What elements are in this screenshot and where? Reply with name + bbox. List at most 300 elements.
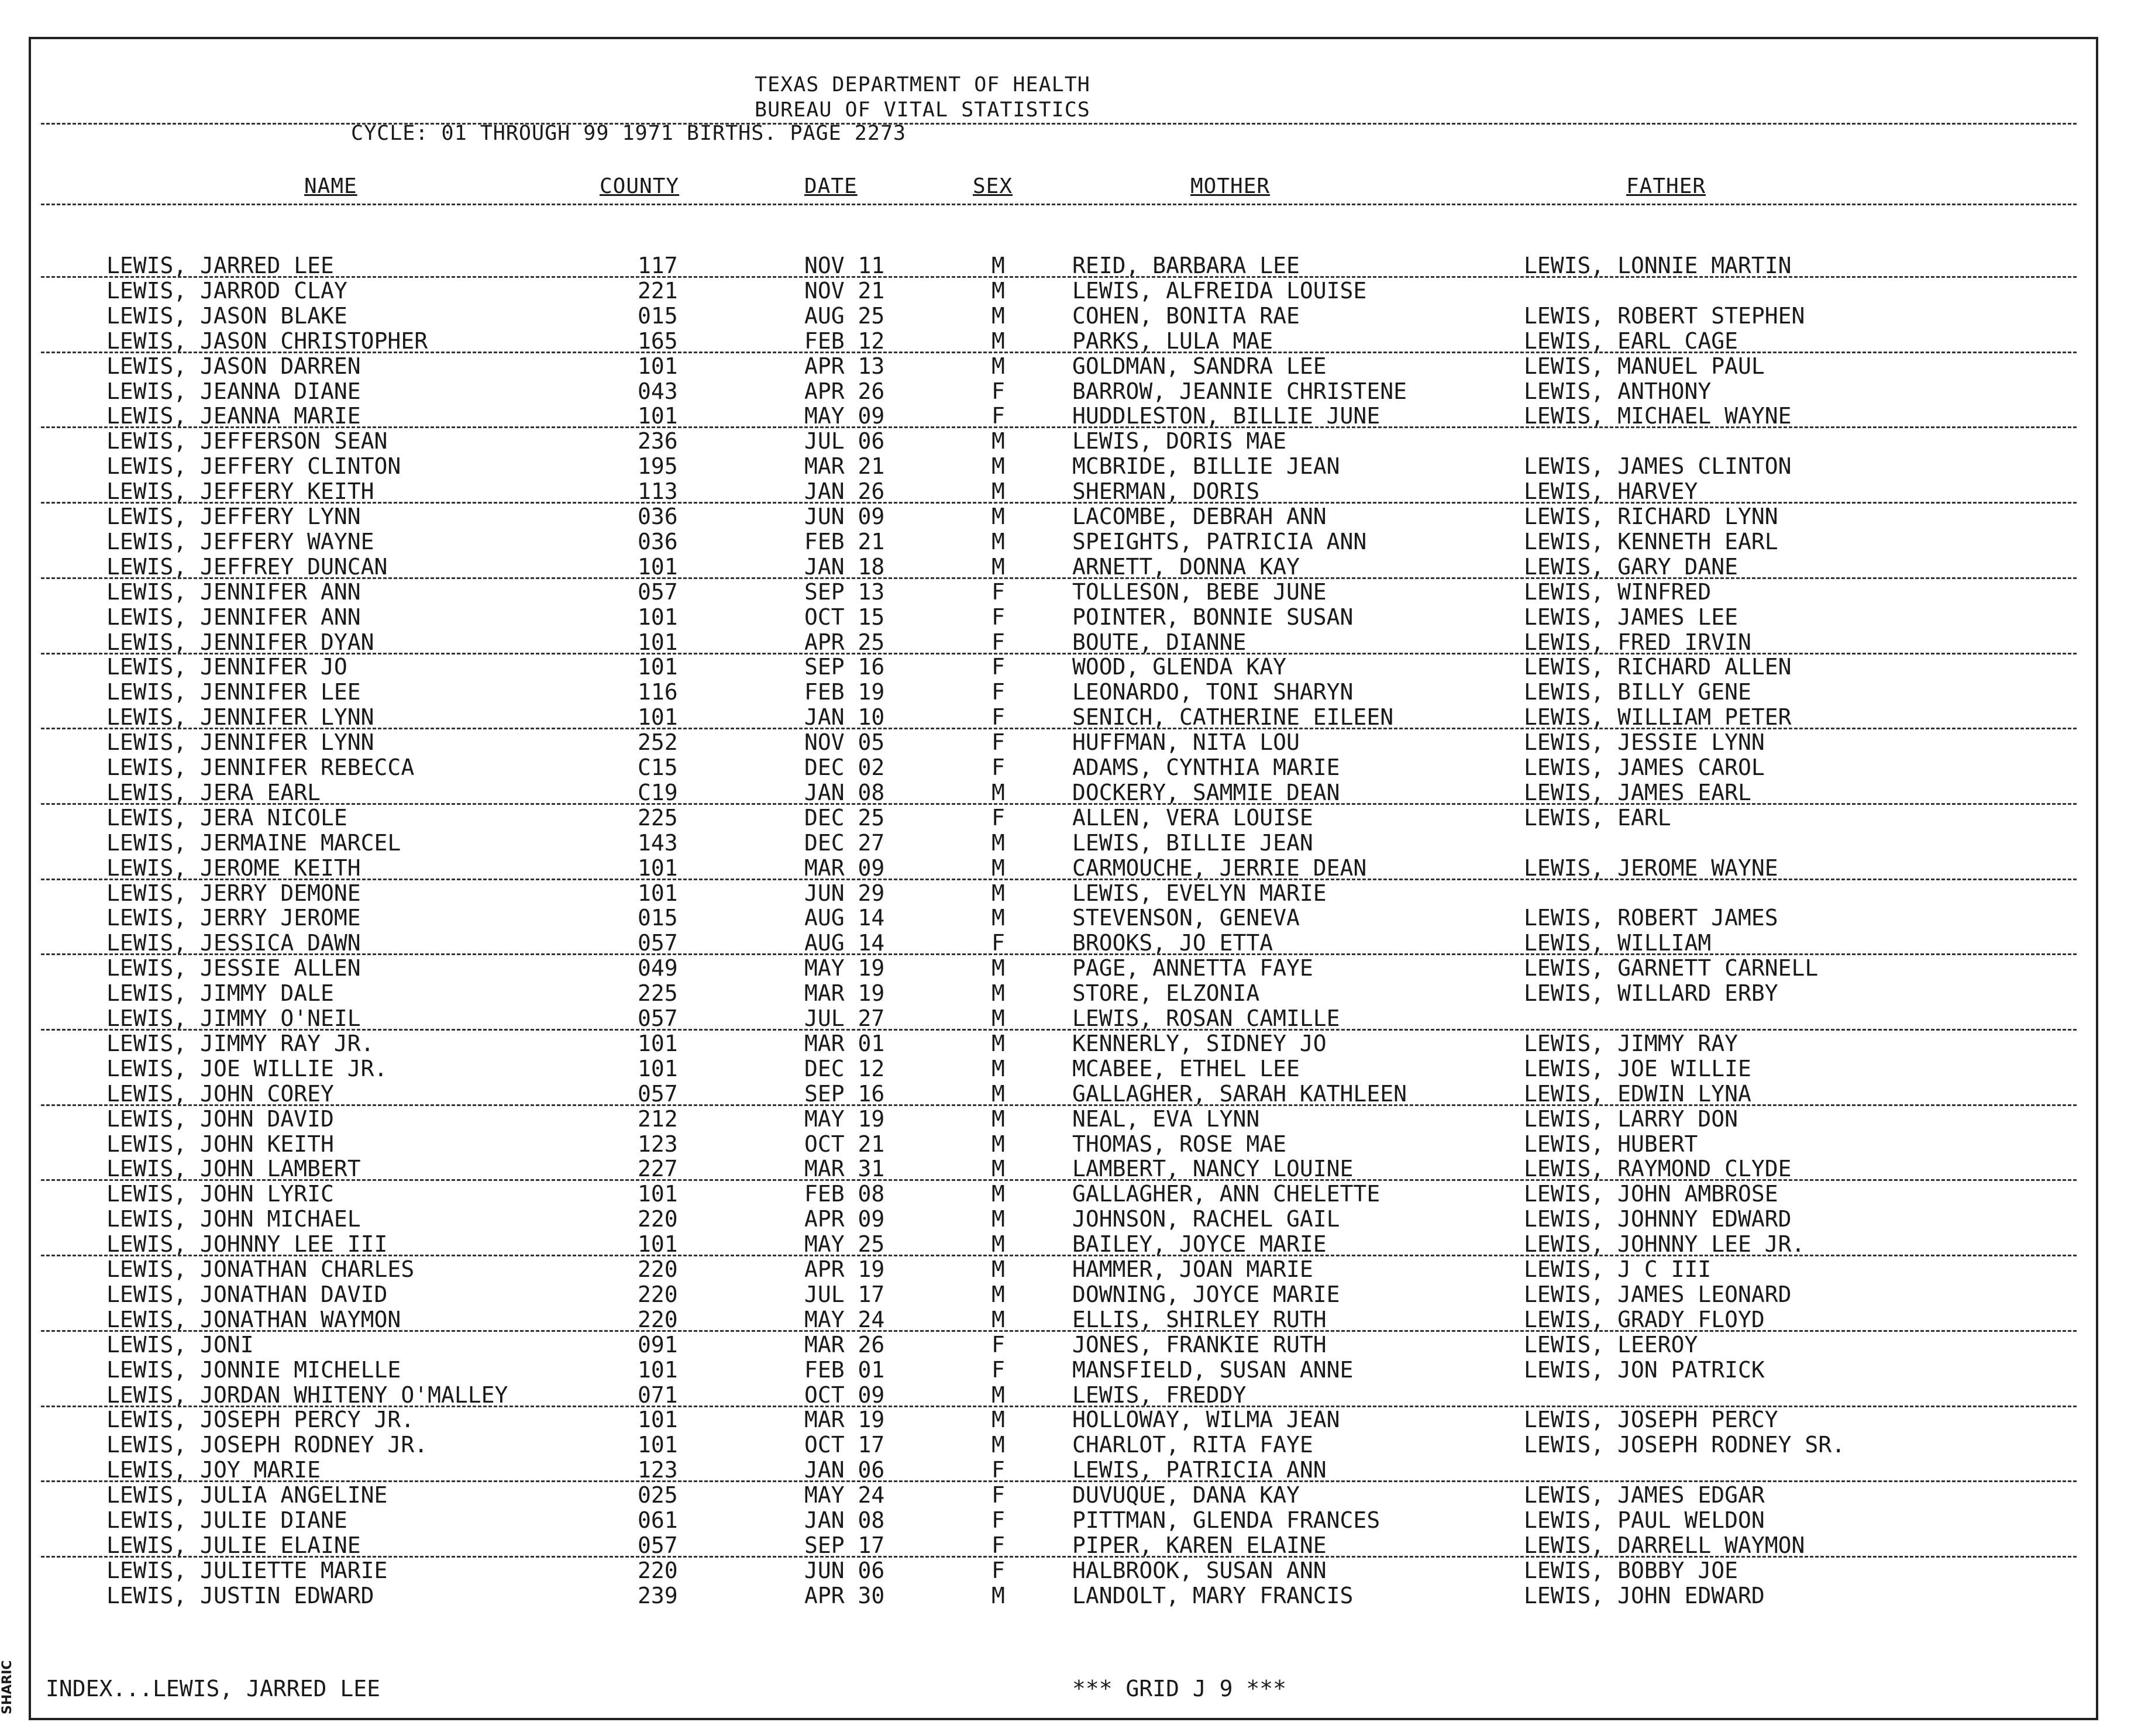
cell-sex: F xyxy=(992,1557,1005,1583)
column-header-rule xyxy=(41,204,2077,205)
cell-date: AUG 25 xyxy=(804,302,885,329)
cell-name: LEWIS, JENNIFER ANN xyxy=(106,604,361,630)
cell-county: 123 xyxy=(638,1457,678,1483)
cell-mother: KENNERLY, SIDNEY JO xyxy=(1072,1030,1327,1056)
cell-date: AUG 14 xyxy=(804,905,885,931)
cell-mother: GOLDMAN, SANDRA LEE xyxy=(1072,353,1327,379)
cell-father: LEWIS, FRED IRVIN xyxy=(1524,629,1751,655)
cell-father: LEWIS, JOSEPH PERCY xyxy=(1524,1407,1778,1433)
cell-father: LEWIS, JOHN AMBROSE xyxy=(1524,1181,1778,1207)
cell-mother: BAILEY, JOYCE MARIE xyxy=(1072,1231,1327,1258)
cell-mother: GALLAGHER, SARAH KATHLEEN xyxy=(1072,1080,1407,1107)
cell-county: 025 xyxy=(638,1482,678,1508)
cell-county: 101 xyxy=(638,1030,678,1056)
cell-sex: M xyxy=(992,553,1005,580)
cell-father: LEWIS, JAMES CLINTON xyxy=(1524,453,1792,480)
cell-father: LEWIS, MICHAEL WAYNE xyxy=(1524,403,1792,429)
cell-county: 101 xyxy=(638,1181,678,1207)
cell-father: LEWIS, JAMES EARL xyxy=(1524,779,1751,805)
cell-father: LEWIS, EDWIN LYNA xyxy=(1524,1080,1751,1107)
cell-name: LEWIS, JEFFERSON SEAN xyxy=(106,428,388,454)
cell-name: LEWIS, JEFFERY CLINTON xyxy=(106,453,401,480)
cell-name: LEWIS, JOHN MICHAEL xyxy=(106,1206,361,1232)
cell-name: LEWIS, JASON CHRISTOPHER xyxy=(106,328,428,354)
cell-mother: LEWIS, EVELYN MARIE xyxy=(1072,880,1327,906)
cell-date: MAR 19 xyxy=(804,980,885,1007)
cell-sex: M xyxy=(992,1030,1005,1056)
cell-county: C15 xyxy=(638,755,678,780)
cell-sex: F xyxy=(992,378,1005,404)
cell-mother: SENICH, CATHERINE EILEEN xyxy=(1072,704,1394,731)
cell-mother: GALLAGHER, ANN CHELETTE xyxy=(1072,1181,1380,1207)
cell-county: 143 xyxy=(638,829,678,856)
cell-mother: MCABEE, ETHEL LEE xyxy=(1072,1055,1300,1081)
cell-county: 165 xyxy=(638,328,678,354)
cell-sex: F xyxy=(992,1482,1005,1508)
column-header-name: NAME xyxy=(304,174,357,198)
cell-county: 252 xyxy=(638,729,678,756)
cell-sex: F xyxy=(992,679,1005,705)
cell-sex: M xyxy=(992,253,1005,278)
cell-sex: F xyxy=(992,804,1005,831)
cell-name: LEWIS, JERRY JEROME xyxy=(106,905,361,931)
header-line-1: TEXAS DEPARTMENT OF HEALTH xyxy=(755,73,1090,97)
cell-county: 101 xyxy=(638,1356,678,1383)
cell-name: LEWIS, JERRY DEMONE xyxy=(106,880,361,906)
cell-name: LEWIS, JARRED LEE xyxy=(106,253,334,278)
cell-father: LEWIS, HUBERT xyxy=(1524,1131,1698,1157)
cell-sex: M xyxy=(992,1080,1005,1107)
cell-county: 057 xyxy=(638,578,678,605)
cell-mother: LAMBERT, NANCY LOUINE xyxy=(1072,1156,1354,1182)
header-line-3: CYCLE: 01 THROUGH 99 1971 BIRTHS. PAGE 2273 xyxy=(351,122,907,145)
cell-county: 220 xyxy=(638,1206,678,1232)
cell-name: LEWIS, JOSEPH PERCY JR. xyxy=(106,1407,415,1433)
cell-date: JAN 08 xyxy=(804,1507,885,1533)
footer-index: INDEX...LEWIS, JARRED LEE xyxy=(46,1676,380,1701)
cell-father: LEWIS, ROBERT STEPHEN xyxy=(1524,302,1805,329)
cell-name: LEWIS, JEFFERY WAYNE xyxy=(106,528,374,554)
cell-sex: M xyxy=(992,277,1005,304)
cell-name: LEWIS, JOHN KEITH xyxy=(106,1131,334,1157)
cell-sex: M xyxy=(992,504,1005,529)
cell-father: LEWIS, GARNETT CARNELL xyxy=(1524,955,1819,981)
cell-sex: M xyxy=(992,1206,1005,1232)
cell-mother: WOOD, GLENDA KAY xyxy=(1072,654,1287,680)
cell-father: LEWIS, JOHN EDWARD xyxy=(1524,1582,1765,1608)
cell-county: 101 xyxy=(638,629,678,655)
cell-county: C19 xyxy=(638,779,678,805)
cell-father: LEWIS, BILLY GENE xyxy=(1524,679,1751,705)
cell-mother: COHEN, BONITA RAE xyxy=(1072,302,1300,329)
cell-county: 101 xyxy=(638,353,678,379)
cell-mother: LEWIS, DORIS MAE xyxy=(1072,428,1287,454)
cell-father: LEWIS, KENNETH EARL xyxy=(1524,528,1778,554)
cell-county: 101 xyxy=(638,1055,678,1081)
cell-date: FEB 08 xyxy=(804,1181,885,1207)
cell-father: LEWIS, LONNIE MARTIN xyxy=(1524,253,1792,278)
cell-sex: F xyxy=(992,930,1005,956)
cell-date: MAR 01 xyxy=(804,1030,885,1056)
cell-county: 225 xyxy=(638,980,678,1007)
cell-mother: MCBRIDE, BILLIE JEAN xyxy=(1072,453,1340,480)
cell-name: LEWIS, JORDAN WHITENY O'MALLEY xyxy=(106,1382,508,1408)
cell-name: LEWIS, JESSIE ALLEN xyxy=(106,955,361,981)
cell-county: 101 xyxy=(638,1231,678,1258)
cell-mother: SHERMAN, DORIS xyxy=(1072,478,1260,505)
cell-sex: M xyxy=(992,1156,1005,1182)
cell-county: 057 xyxy=(638,1080,678,1107)
cell-sex: F xyxy=(992,729,1005,756)
cell-name: LEWIS, JEFFERY KEITH xyxy=(106,478,374,505)
cell-father: LEWIS, RAYMOND CLYDE xyxy=(1524,1156,1792,1182)
cell-sex: F xyxy=(992,704,1005,731)
cell-date: JUN 29 xyxy=(804,880,885,906)
cell-name: LEWIS, JENNIFER ANN xyxy=(106,578,361,605)
cell-name: LEWIS, JOHN DAVID xyxy=(106,1105,334,1132)
cell-date: MAY 25 xyxy=(804,1231,885,1258)
cell-name: LEWIS, JULIE DIANE xyxy=(106,1507,347,1533)
cell-county: 043 xyxy=(638,378,678,404)
cell-date: JUL 17 xyxy=(804,1281,885,1307)
cell-date: OCT 21 xyxy=(804,1131,885,1157)
cell-date: APR 19 xyxy=(804,1256,885,1282)
cell-father: LEWIS, LARRY DON xyxy=(1524,1105,1738,1132)
cell-father: LEWIS, JAMES EDGAR xyxy=(1524,1482,1765,1508)
cell-father: LEWIS, EARL CAGE xyxy=(1524,328,1738,354)
cell-county: 036 xyxy=(638,504,678,529)
cell-sex: F xyxy=(992,1457,1005,1483)
cell-county: 212 xyxy=(638,1105,678,1132)
cell-date: DEC 25 xyxy=(804,804,885,831)
cell-sex: M xyxy=(992,1005,1005,1031)
cell-name: LEWIS, JASON BLAKE xyxy=(106,302,347,329)
cell-name: LEWIS, JENNIFER LYNN xyxy=(106,704,374,731)
cell-name: LEWIS, JONATHAN CHARLES xyxy=(106,1256,415,1282)
cell-sex: M xyxy=(992,1306,1005,1332)
cell-name: LEWIS, JIMMY RAY JR. xyxy=(106,1030,374,1056)
cell-county: 220 xyxy=(638,1306,678,1332)
cell-name: LEWIS, JONNIE MICHELLE xyxy=(106,1356,401,1383)
cell-mother: HUFFMAN, NITA LOU xyxy=(1072,729,1300,756)
cell-name: LEWIS, JESSICA DAWN xyxy=(106,930,361,956)
cell-name: LEWIS, JEROME KEITH xyxy=(106,855,361,881)
cell-date: MAY 09 xyxy=(804,403,885,429)
header-line-2: BUREAU OF VITAL STATISTICS xyxy=(755,98,1090,122)
cell-sex: M xyxy=(992,453,1005,480)
cell-name: LEWIS, JOSEPH RODNEY JR. xyxy=(106,1432,428,1458)
cell-date: OCT 15 xyxy=(804,604,885,630)
cell-sex: M xyxy=(992,528,1005,554)
cell-mother: STORE, ELZONIA xyxy=(1072,980,1260,1007)
cell-county: 015 xyxy=(638,302,678,329)
cell-date: MAR 31 xyxy=(804,1156,885,1182)
cell-sex: M xyxy=(992,1582,1005,1608)
cell-date: SEP 16 xyxy=(804,1080,885,1107)
cell-father: LEWIS, JOHNNY LEE JR. xyxy=(1524,1231,1805,1258)
cell-date: SEP 17 xyxy=(804,1532,885,1558)
cell-date: DEC 02 xyxy=(804,755,885,780)
cell-date: JAN 06 xyxy=(804,1457,885,1483)
cell-date: NOV 21 xyxy=(804,277,885,304)
cell-county: 071 xyxy=(638,1382,678,1408)
cell-mother: DUVUQUE, DANA KAY xyxy=(1072,1482,1300,1508)
cell-mother: BROOKS, JO ETTA xyxy=(1072,930,1273,956)
cell-county: 101 xyxy=(638,654,678,680)
cell-sex: F xyxy=(992,755,1005,780)
cell-sex: M xyxy=(992,1231,1005,1258)
cell-name: LEWIS, JENNIFER DYAN xyxy=(106,629,374,655)
cell-name: LEWIS, JOHN LYRIC xyxy=(106,1181,334,1207)
cell-name: LEWIS, JEANNA DIANE xyxy=(106,378,361,404)
cell-date: MAR 21 xyxy=(804,453,885,480)
cell-name: LEWIS, JOHN LAMBERT xyxy=(106,1156,361,1182)
cell-county: 101 xyxy=(638,553,678,580)
cell-father: LEWIS, GRADY FLOYD xyxy=(1524,1306,1765,1332)
cell-mother: LANDOLT, MARY FRANCIS xyxy=(1072,1582,1354,1608)
cell-name: LEWIS, JERMAINE MARCEL xyxy=(106,829,401,856)
cell-sex: M xyxy=(992,779,1005,805)
cell-name: LEWIS, JONI xyxy=(106,1331,254,1358)
cell-date: DEC 27 xyxy=(804,829,885,856)
column-header-date: DATE xyxy=(804,174,858,198)
cell-mother: ALLEN, VERA LOUISE xyxy=(1072,804,1313,831)
cell-name: LEWIS, JIMMY DALE xyxy=(106,980,334,1007)
cell-name: LEWIS, JUSTIN EDWARD xyxy=(106,1582,374,1608)
cell-name: LEWIS, JOE WILLIE JR. xyxy=(106,1055,388,1081)
cell-date: APR 09 xyxy=(804,1206,885,1232)
cell-father: LEWIS, J C III xyxy=(1524,1256,1712,1282)
cell-mother: HUDDLESTON, BILLIE JUNE xyxy=(1072,403,1380,429)
cell-sex: M xyxy=(992,1281,1005,1307)
cell-mother: BOUTE, DIANNE xyxy=(1072,629,1247,655)
cell-date: NOV 05 xyxy=(804,729,885,756)
cell-mother: ELLIS, SHIRLEY RUTH xyxy=(1072,1306,1327,1332)
cell-date: JAN 10 xyxy=(804,704,885,731)
cell-name: LEWIS, JULIETTE MARIE xyxy=(106,1557,388,1583)
column-header-mother: MOTHER xyxy=(1190,174,1271,198)
header-rule xyxy=(41,123,2077,125)
cell-date: MAR 19 xyxy=(804,1407,885,1433)
cell-date: FEB 12 xyxy=(804,328,885,354)
cell-mother: CARMOUCHE, JERRIE DEAN xyxy=(1072,855,1367,881)
cell-sex: M xyxy=(992,478,1005,505)
cell-date: MAY 19 xyxy=(804,955,885,981)
cell-name: LEWIS, JERA EARL xyxy=(106,779,321,805)
cell-county: 057 xyxy=(638,1005,678,1031)
cell-date: FEB 19 xyxy=(804,679,885,705)
cell-date: JAN 18 xyxy=(804,553,885,580)
cell-sex: F xyxy=(992,578,1005,605)
cell-name: LEWIS, JIMMY O'NEIL xyxy=(106,1005,361,1031)
cell-sex: M xyxy=(992,905,1005,931)
cell-sex: M xyxy=(992,980,1005,1007)
cell-sex: M xyxy=(992,880,1005,906)
cell-mother: LEONARDO, TONI SHARYN xyxy=(1072,679,1354,705)
cell-father: LEWIS, JOE WILLIE xyxy=(1524,1055,1751,1081)
cell-mother: JONES, FRANKIE RUTH xyxy=(1072,1331,1327,1358)
cell-mother: LEWIS, FREDDY xyxy=(1072,1382,1247,1408)
cell-mother: LEWIS, PATRICIA ANN xyxy=(1072,1457,1327,1483)
cell-county: 101 xyxy=(638,604,678,630)
cell-mother: CHARLOT, RITA FAYE xyxy=(1072,1432,1313,1458)
cell-name: LEWIS, JENNIFER JO xyxy=(106,654,347,680)
cell-sex: F xyxy=(992,1356,1005,1383)
cell-father: LEWIS, LEEROY xyxy=(1524,1331,1698,1358)
cell-name: LEWIS, JOY MARIE xyxy=(106,1457,321,1483)
cell-date: JUN 06 xyxy=(804,1557,885,1583)
cell-sex: F xyxy=(992,629,1005,655)
cell-sex: F xyxy=(992,1532,1005,1558)
cell-name: LEWIS, JERA NICOLE xyxy=(106,804,347,831)
cell-date: JUN 09 xyxy=(804,504,885,529)
cell-mother: STEVENSON, GENEVA xyxy=(1072,905,1300,931)
cell-date: FEB 21 xyxy=(804,528,885,554)
footer-grid: *** GRID J 9 *** xyxy=(1072,1676,1287,1701)
cell-county: 195 xyxy=(638,453,678,480)
cell-mother: HOLLOWAY, WILMA JEAN xyxy=(1072,1407,1340,1433)
cell-date: DEC 12 xyxy=(804,1055,885,1081)
cell-county: 220 xyxy=(638,1281,678,1307)
cell-sex: M xyxy=(992,1105,1005,1132)
cell-father: LEWIS, JESSIE LYNN xyxy=(1524,729,1765,756)
cell-mother: JOHNSON, RACHEL GAIL xyxy=(1072,1206,1340,1232)
cell-county: 116 xyxy=(638,679,678,705)
cell-county: 101 xyxy=(638,403,678,429)
column-header-county: COUNTY xyxy=(600,174,680,198)
cell-sex: F xyxy=(992,1507,1005,1533)
cell-name: LEWIS, JONATHAN DAVID xyxy=(106,1281,388,1307)
cell-sex: M xyxy=(992,1382,1005,1408)
side-stamp: SHARIC xyxy=(0,1660,15,1715)
cell-father: LEWIS, HARVEY xyxy=(1524,478,1698,505)
cell-county: 057 xyxy=(638,1532,678,1558)
cell-mother: PITTMAN, GLENDA FRANCES xyxy=(1072,1507,1380,1533)
row-rule xyxy=(41,1104,2077,1106)
cell-county: 036 xyxy=(638,528,678,554)
column-header-sex: SEX xyxy=(973,174,1013,198)
cell-date: FEB 01 xyxy=(804,1356,885,1383)
column-header-father: FATHER xyxy=(1626,174,1706,198)
cell-father: LEWIS, JAMES LEONARD xyxy=(1524,1281,1792,1307)
cell-name: LEWIS, JEFFERY LYNN xyxy=(106,504,361,529)
cell-county: 049 xyxy=(638,955,678,981)
cell-county: 236 xyxy=(638,428,678,454)
cell-sex: M xyxy=(992,1432,1005,1458)
cell-mother: LACOMBE, DEBRAH ANN xyxy=(1072,504,1327,529)
cell-name: LEWIS, JULIE ELAINE xyxy=(106,1532,361,1558)
cell-father: LEWIS, GARY DANE xyxy=(1524,553,1738,580)
cell-sex: F xyxy=(992,1331,1005,1358)
cell-county: 225 xyxy=(638,804,678,831)
cell-mother: MANSFIELD, SUSAN ANNE xyxy=(1072,1356,1354,1383)
cell-mother: DOCKERY, SAMMIE DEAN xyxy=(1072,779,1340,805)
cell-father: LEWIS, JON PATRICK xyxy=(1524,1356,1765,1383)
cell-father: LEWIS, JIMMY RAY xyxy=(1524,1030,1738,1056)
cell-date: APR 25 xyxy=(804,629,885,655)
cell-county: 091 xyxy=(638,1331,678,1358)
cell-date: MAY 24 xyxy=(804,1306,885,1332)
cell-county: 113 xyxy=(638,478,678,505)
cell-date: AUG 14 xyxy=(804,930,885,956)
cell-sex: M xyxy=(992,955,1005,981)
cell-mother: PAGE, ANNETTA FAYE xyxy=(1072,955,1313,981)
cell-name: LEWIS, JONATHAN WAYMON xyxy=(106,1306,401,1332)
cell-mother: SPEIGHTS, PATRICIA ANN xyxy=(1072,528,1367,554)
cell-father: LEWIS, WILLIAM PETER xyxy=(1524,704,1792,731)
cell-sex: M xyxy=(992,328,1005,354)
cell-date: SEP 16 xyxy=(804,654,885,680)
cell-date: OCT 17 xyxy=(804,1432,885,1458)
cell-father: LEWIS, JOHNNY EDWARD xyxy=(1524,1206,1792,1232)
cell-sex: M xyxy=(992,1256,1005,1282)
cell-father: LEWIS, DARRELL WAYMON xyxy=(1524,1532,1805,1558)
cell-father: LEWIS, JAMES CAROL xyxy=(1524,755,1765,780)
cell-county: 117 xyxy=(638,253,678,278)
cell-mother: ADAMS, CYNTHIA MARIE xyxy=(1072,755,1340,780)
cell-sex: M xyxy=(992,1407,1005,1433)
cell-father: LEWIS, MANUEL PAUL xyxy=(1524,353,1765,379)
cell-date: MAY 19 xyxy=(804,1105,885,1132)
cell-father: LEWIS, PAUL WELDON xyxy=(1524,1507,1765,1533)
cell-date: OCT 09 xyxy=(804,1382,885,1408)
cell-name: LEWIS, JOHN COREY xyxy=(106,1080,334,1107)
cell-county: 015 xyxy=(638,905,678,931)
row-rule xyxy=(41,1330,2077,1332)
cell-mother: REID, BARBARA LEE xyxy=(1072,253,1300,278)
cell-father: LEWIS, EARL xyxy=(1524,804,1671,831)
cell-county: 101 xyxy=(638,704,678,731)
cell-mother: BARROW, JEANNIE CHRISTENE xyxy=(1072,378,1407,404)
cell-mother: TOLLESON, BEBE JUNE xyxy=(1072,578,1327,605)
cell-date: JAN 26 xyxy=(804,478,885,505)
cell-father: LEWIS, JOSEPH RODNEY SR. xyxy=(1524,1432,1846,1458)
cell-mother: LEWIS, ALFREIDA LOUISE xyxy=(1072,277,1367,304)
cell-sex: F xyxy=(992,403,1005,429)
cell-mother: ARNETT, DONNA KAY xyxy=(1072,553,1300,580)
cell-mother: PARKS, LULA MAE xyxy=(1072,328,1273,354)
cell-mother: PIPER, KAREN ELAINE xyxy=(1072,1532,1327,1558)
cell-county: 220 xyxy=(638,1557,678,1583)
cell-sex: F xyxy=(992,604,1005,630)
cell-father: LEWIS, ROBERT JAMES xyxy=(1524,905,1778,931)
cell-county: 057 xyxy=(638,930,678,956)
cell-father: LEWIS, WILLIAM xyxy=(1524,930,1712,956)
cell-date: APR 26 xyxy=(804,378,885,404)
cell-name: LEWIS, JOHNNY LEE III xyxy=(106,1231,388,1258)
cell-sex: M xyxy=(992,302,1005,329)
cell-father: LEWIS, ANTHONY xyxy=(1524,378,1712,404)
cell-mother: POINTER, BONNIE SUSAN xyxy=(1072,604,1354,630)
cell-name: LEWIS, JENNIFER REBECCA xyxy=(106,755,415,780)
cell-mother: HAMMER, JOAN MARIE xyxy=(1072,1256,1313,1282)
cell-date: MAR 09 xyxy=(804,855,885,881)
cell-date: JAN 08 xyxy=(804,779,885,805)
cell-date: JUL 27 xyxy=(804,1005,885,1031)
cell-mother: LEWIS, BILLIE JEAN xyxy=(1072,829,1313,856)
cell-date: MAY 24 xyxy=(804,1482,885,1508)
cell-county: 101 xyxy=(638,1432,678,1458)
cell-father: LEWIS, JAMES LEE xyxy=(1524,604,1738,630)
cell-name: LEWIS, JULIA ANGELINE xyxy=(106,1482,388,1508)
cell-date: NOV 11 xyxy=(804,253,885,278)
cell-mother: DOWNING, JOYCE MARIE xyxy=(1072,1281,1340,1307)
cell-father: LEWIS, BOBBY JOE xyxy=(1524,1557,1738,1583)
cell-county: 061 xyxy=(638,1507,678,1533)
cell-sex: M xyxy=(992,855,1005,881)
cell-father: LEWIS, RICHARD LYNN xyxy=(1524,504,1778,529)
cell-name: LEWIS, JEFFREY DUNCAN xyxy=(106,553,388,580)
